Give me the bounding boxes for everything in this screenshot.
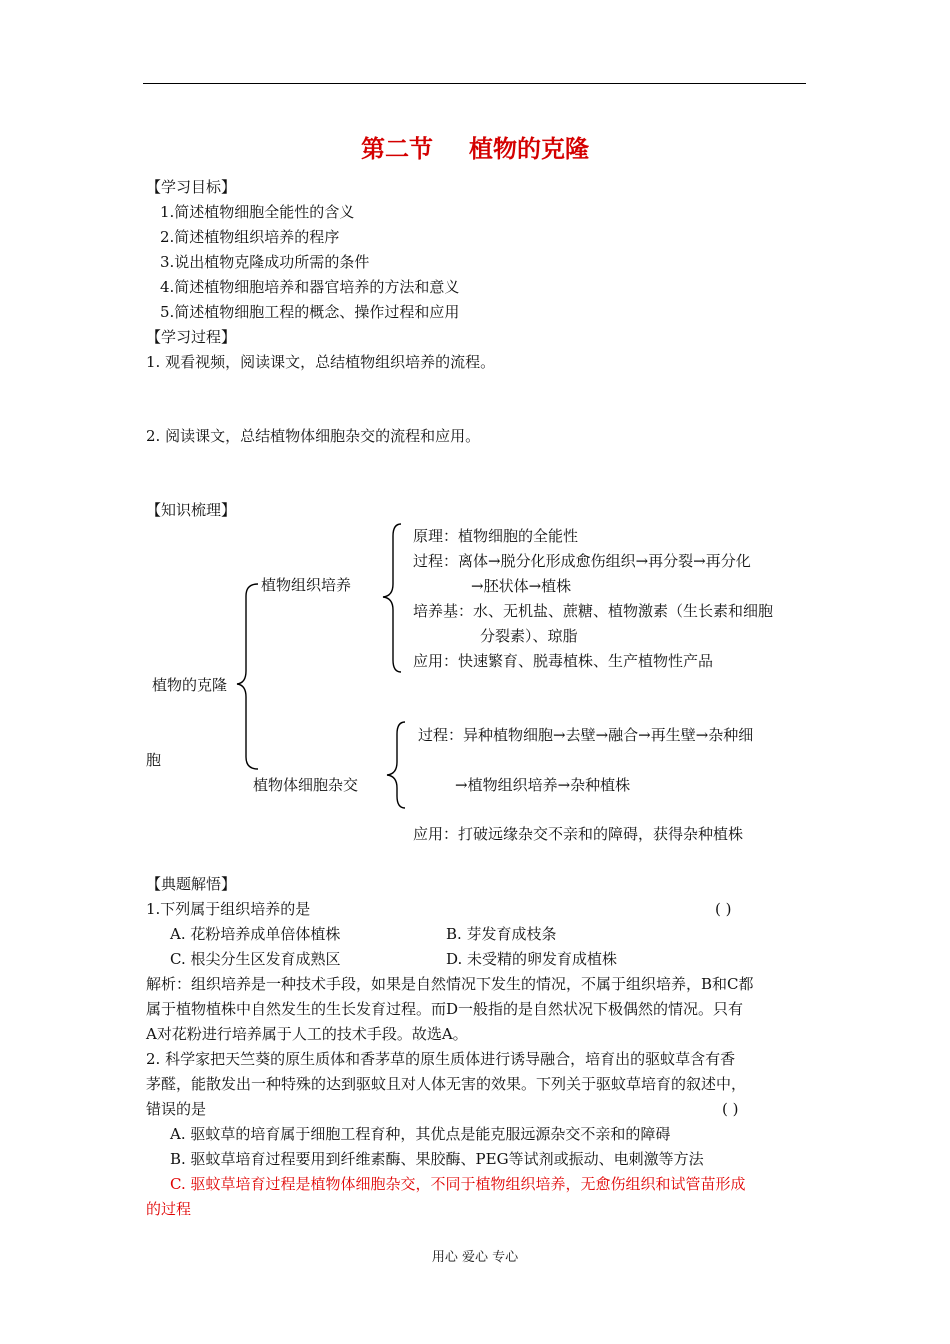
process-item: 1. 观看视频，阅读课文，总结植物组织培养的流程。 <box>146 353 496 371</box>
process-heading: 【学习过程】 <box>146 328 237 346</box>
branch1-application: 应用：快速繁育、脱毒植株、生产植物性产品 <box>413 652 714 670</box>
root-brace <box>237 584 258 769</box>
objective-item: 1.简述植物细胞全能性的含义 <box>160 203 355 221</box>
title-section: 第二节 <box>361 135 433 163</box>
q1-analysis: 解析：组织培养是一种技术手段，如果是自然情况下发生的情况，不属于组织培养，B和C都 <box>146 975 754 993</box>
q2-stem: 茅醛，能散发出一种特殊的达到驱蚊且对人体无害的效果。下列关于驱蚊草培育的叙述中， <box>146 1075 747 1093</box>
q2-option-c: C. 驱蚊草培育过程是植物体细胞杂交，不同于植物组织培养，无愈伤组织和试管苗形成 <box>170 1175 746 1193</box>
q1-option-b: B. 芽发育成枝条 <box>446 925 557 943</box>
concept-root-wrap: 胞 <box>146 751 162 769</box>
q1-analysis: A对花粉进行培养属于人工的技术手段。故选A。 <box>146 1025 468 1043</box>
branch2-process-cont: →植物组织培养→杂种植株 <box>455 776 631 794</box>
branch1-process-cont: →胚状体→植株 <box>471 577 572 595</box>
knowledge-heading: 【知识梳理】 <box>146 501 237 519</box>
q2-option-c-cont: 的过程 <box>146 1200 192 1218</box>
objective-item: 4.简述植物细胞培养和器官培养的方法和意义 <box>160 278 460 296</box>
title-topic: 植物的克隆 <box>469 135 589 163</box>
q2-stem: 2. 科学家把天竺葵的原生质体和香茅草的原生质体进行诱导融合，培育出的驱蚊草含有香 <box>146 1050 736 1068</box>
q2-answer-paren: ( ) <box>722 1100 739 1118</box>
branch1-process: 过程：离体→脱分化形成愈伤组织→再分裂→再分化 <box>413 552 751 570</box>
branch2-application: 应用：打破远缘杂交不亲和的障碍，获得杂种植株 <box>413 825 744 843</box>
q2-stem: 错误的是 <box>146 1100 207 1118</box>
objective-item: 2.简述植物组织培养的程序 <box>160 228 340 246</box>
objective-item: 5.简述植物细胞工程的概念、操作过程和应用 <box>160 303 460 321</box>
branch1-label: 植物组织培养 <box>261 576 352 594</box>
objectives-heading: 【学习目标】 <box>146 178 237 196</box>
process-item: 2. 阅读课文，总结植物体细胞杂交的流程和应用。 <box>146 427 481 445</box>
q1-analysis: 属于植物植株中自然发生的生长发育过程。而D一般指的是自然状况下极偶然的情况。只有 <box>146 1000 744 1018</box>
objective-item: 3.说出植物克隆成功所需的条件 <box>160 253 370 271</box>
branch2-process: 过程：异种植物细胞→去壁→融合→再生壁→杂种细 <box>418 726 754 744</box>
q2-option-b: B. 驱蚊草培育过程要用到纤维素酶、果胶酶、PEG等试剂或振动、电刺激等方法 <box>170 1150 704 1168</box>
q1-option-c: C. 根尖分生区发育成熟区 <box>170 950 341 968</box>
examples-heading: 【典题解悟】 <box>146 875 237 893</box>
branch1-brace <box>383 524 401 672</box>
branch2-label: 植物体细胞杂交 <box>253 776 359 794</box>
q1-answer-paren: ( ) <box>715 900 732 918</box>
q2-option-a: A. 驱蚊草的培育属于细胞工程育种，其优点是能克服远源杂交不亲和的障碍 <box>170 1125 671 1143</box>
branch2-brace <box>387 722 405 808</box>
concept-root: 植物的克隆 <box>152 676 228 694</box>
q1-option-d: D. 未受精的卵发育成植株 <box>446 950 618 968</box>
branch1-principle: 原理：植物细胞的全能性 <box>413 527 579 545</box>
q1-stem: 1.下列属于组织培养的是 <box>146 900 311 918</box>
q1-option-a: A. 花粉培养成单倍体植株 <box>170 925 341 943</box>
branch1-medium: 培养基：水、无机盐、蔗糖、植物激素（生长素和细胞 <box>413 602 774 620</box>
page-footer: 用心 爱心 专心 <box>431 1250 519 1265</box>
branch1-medium-cont: 分裂素）、琼脂 <box>480 627 578 645</box>
